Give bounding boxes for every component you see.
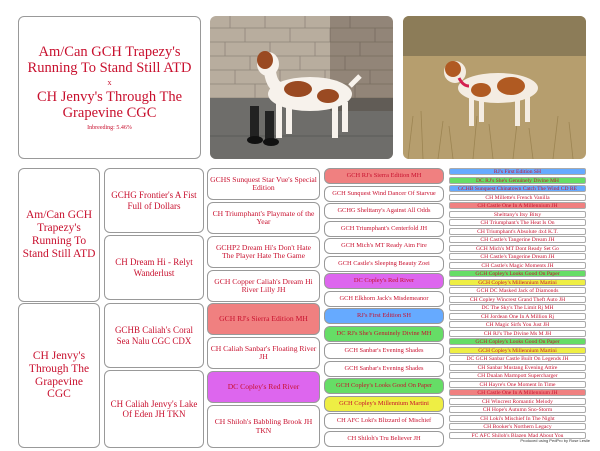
gen3-ancestor[interactable]: DC Copley's Red River — [207, 371, 320, 403]
gen5-ancestor[interactable]: DC The Sky's The Limit Rj MH — [449, 304, 586, 311]
gen4-ancestor[interactable]: GCH Triumphant's Centerfold JH — [324, 221, 444, 237]
gen3-ancestor[interactable]: CH Shiloh's Babbling Brook JH TKN — [207, 405, 320, 448]
gen4-ancestor[interactable]: GCH Copley's Millennium Martini — [324, 396, 444, 412]
gen4-ancestor[interactable]: GCH Sunquest Wind Dancer Of Starvue — [324, 186, 444, 202]
gen4-ancestor[interactable]: GCH RJ's Sierra Edition MH — [324, 168, 444, 184]
gen5-ancestor[interactable]: CH Dualan Marmpott Supercharger — [449, 372, 586, 379]
gen5-ancestor[interactable]: FC AFC Shiloh's Blazen Mad About You — [449, 432, 586, 439]
gen5-ancestor[interactable]: CH Triumphant's Absolute 4x4 K.T. — [449, 228, 586, 235]
gen3-ancestor[interactable]: GCHP2 Dream Hi's Don't Hate The Player Hate The Game — [207, 236, 320, 268]
gen5-ancestor[interactable]: CH Copley Wincrest Grand Theft Auto JH — [449, 296, 586, 303]
gen5-ancestor[interactable]: CH Castle's Magic Moments JH — [449, 262, 586, 269]
gen5-ancestor[interactable]: CH Castle One In A Millennium JH — [449, 389, 586, 396]
gen4-ancestor[interactable]: GCH Mich's MT Ready Aim Fire — [324, 238, 444, 254]
litter-title-card — [18, 16, 201, 159]
gen3-ancestor[interactable]: GCH Copper Caliah's Dream Hi River Lilly JH — [207, 270, 320, 302]
gen5-ancestor[interactable]: CH Booker's Northern Legacy — [449, 423, 586, 430]
gen5-ancestor[interactable]: CH Hayre's One Moment In Time — [449, 381, 586, 388]
dam-photo — [403, 16, 586, 159]
gen5-ancestor[interactable]: GCH Copley's Millennium Martini — [449, 279, 586, 286]
gen5-ancestor[interactable]: CH Sanbar Mustang Evening Attire — [449, 364, 586, 371]
gen2-sire-sire[interactable]: GCHG Frontier's A Fist Full of Dollars — [104, 168, 204, 233]
gen5-ancestor[interactable]: CH Hope's Autumn Sno-Storm — [449, 406, 586, 413]
gen5-ancestor[interactable]: CH Triumphant's The Heat Is On — [449, 219, 586, 226]
gen5-ancestor[interactable]: CH Castle One In A Millennium JH — [449, 202, 586, 209]
dam-photo-illustration — [403, 16, 586, 159]
gen5-ancestor[interactable]: DC GCH Sanbar Castle Built On Legends JH — [449, 355, 586, 362]
gen5-ancestor[interactable]: CH RJ's The Divine Ms M JH — [449, 330, 586, 337]
gen3-ancestor[interactable]: CH Caliah Sanbar's Floating River JH — [207, 337, 320, 369]
gen5-ancestor[interactable]: GCH Mich's MT Dont Ready Set Go — [449, 245, 586, 252]
gen5-ancestor[interactable]: GCH Copley's Looks Good On Paper — [449, 270, 586, 277]
dam-title: CH Jenvy's Through The Grapevine CGC — [36, 89, 183, 122]
gen4-ancestor[interactable]: DC RJ's She's Genuinely Divine MH — [324, 326, 444, 342]
gen5-ancestor[interactable]: CH Millette's French Vanilla — [449, 194, 586, 201]
gen5-ancestor[interactable]: RJ's First Edition SH — [449, 168, 586, 175]
gen1-sire[interactable]: Am/Can GCH Trapezy's Running To Stand Still ATD — [18, 168, 100, 302]
gen5-ancestor[interactable]: GCH Copley's Millennium Martini — [449, 347, 586, 354]
gen2-dam-sire[interactable]: GCHB Caliah's Coral Sea Nalu CGC CDX — [104, 303, 204, 368]
gen5-ancestor[interactable]: CH Castle's Tangerine Dream JH — [449, 236, 586, 243]
gen5-ancestor[interactable]: CH Magic Sirfs You Just JH — [449, 321, 586, 328]
gen5-ancestor[interactable]: CH Jordean One In A Million Rj — [449, 313, 586, 320]
gen4-ancestor[interactable]: GCH Sanbar's Evening Shades — [324, 361, 444, 377]
gen3-ancestor[interactable]: GCH RJ's Sierra Edition MH — [207, 303, 320, 335]
gen5-ancestor[interactable]: GCH DC Masked Jack of Diamonds — [449, 287, 586, 294]
sire-photo — [210, 16, 393, 159]
cross-symbol: x — [107, 78, 112, 88]
gen3-ancestor[interactable]: GCHS Sunquest Star Vue's Special Edition — [207, 168, 320, 200]
gen1-dam[interactable]: CH Jenvy's Through The Grapevine CGC — [18, 303, 100, 448]
sire-title: Am/Can GCH Trapezy's Running To Stand Still ATD — [27, 43, 192, 76]
footer-credit: Produced using PedPro by Rose Leslie — [520, 438, 590, 443]
gen5-ancestor[interactable]: CH Wincrest Romantic Melody — [449, 398, 586, 405]
gen5-ancestor[interactable]: CH Castle's Tangerine Dream JH — [449, 253, 586, 260]
gen5-ancestor[interactable]: CH Loki's Mischief In The Night — [449, 415, 586, 422]
gen2-sire-dam[interactable]: CH Dream Hi - Relyt Wanderlust — [104, 235, 204, 300]
gen5-ancestor[interactable]: GCH Copley's Looks Good On Paper — [449, 338, 586, 345]
gen5-ancestor[interactable]: GCHB Sunquest Chinatown Catch The Wind CD RE — [449, 185, 586, 192]
gen4-ancestor[interactable]: GCH Elkhorn Jack's Misdemeanor — [324, 291, 444, 307]
gen4-ancestor[interactable]: GCHG Shelttany's Against All Odds — [324, 203, 444, 219]
gen4-ancestor[interactable]: GCH Castle's Sleeping Beauty Zoei — [324, 256, 444, 272]
sire-photo-illustration — [210, 16, 393, 159]
gen4-ancestor[interactable]: GCH Sanbar's Evening Shades — [324, 343, 444, 359]
gen5-ancestor[interactable]: Shelttany's Itsy Bitsy — [449, 211, 586, 218]
gen4-ancestor[interactable]: DC Copley's Red River — [324, 273, 444, 289]
gen3-ancestor[interactable]: CH Triumphant's Playmate of the Year — [207, 202, 320, 234]
gen4-ancestor[interactable]: RJ's First Edition SH — [324, 308, 444, 324]
gen4-ancestor[interactable]: CH AFC Loki's Blizzard of Mischief — [324, 413, 444, 429]
gen2-dam-dam[interactable]: CH Caliah Jenvy's Lake Of Eden JH TKN — [104, 370, 204, 448]
gen4-ancestor[interactable]: GCH Copley's Looks Good On Paper — [324, 378, 444, 394]
inbreeding-coefficient: Inbreeding: 5.46% — [87, 124, 132, 131]
gen4-ancestor[interactable]: CH Shiloh's Tru Believer JH — [324, 431, 444, 447]
gen5-ancestor[interactable]: DC RJ's She's Genuinely Divine MH — [449, 177, 586, 184]
